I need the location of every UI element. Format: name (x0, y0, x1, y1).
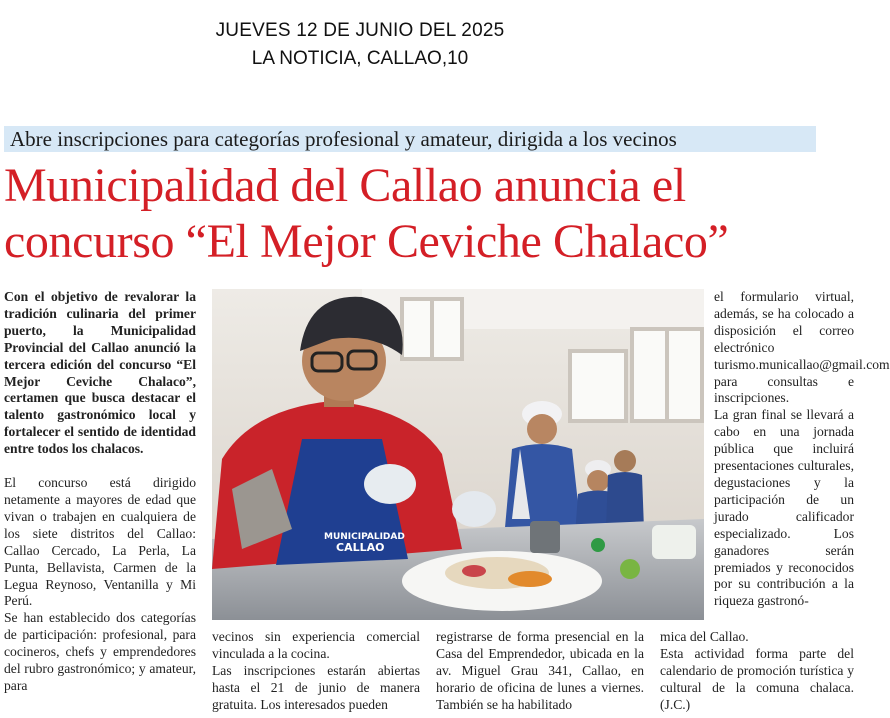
headline (4, 158, 860, 270)
body-paragraph: La gran final se llevará a cabo en una jornada pública que incluirá presentaciones culturales, degustaciones y la participación de un jurado calificador especializado. Los ganadores serán premiados y reconocidos por su contribución a la riqueza gastronó- (714, 407, 854, 609)
headline-line-2: concurso “El Mejor Ceviche Chalaco” (4, 215, 729, 268)
article-column-2 (212, 629, 420, 714)
publication-date: JUEVES 12 DE JUNIO DEL 2025 (215, 20, 505, 41)
body-paragraph: Se han establecido dos categorías de participación: profesional, para cocineros, chefs y emprendedores del rubro gastronómico; y amateur, para (4, 610, 196, 693)
kicker-text: Abre inscripciones para categorías profesional y amateur, dirigida a los vecinos (10, 127, 677, 151)
body-paragraph: El concurso está dirigido netamente a mayores de edad que vivan o trabajen en cualquiera de los siete distritos del Callao: Callao Cercado, La Perla, La Punta, Bellavista, Carmen de la Legua Reynoso, Ventanilla y Mi Perú. (4, 475, 196, 609)
window-left (402, 299, 462, 359)
article-column-4 (714, 289, 890, 610)
svg-text:CALLAO: CALLAO (336, 541, 385, 554)
apron-text: MUNICIPALIDAD (324, 532, 405, 542)
ceviche-plate (402, 551, 602, 611)
headline-line-1: Municipalidad del Callao anuncia el (4, 159, 686, 212)
publication-page: LA NOTICIA, CALLAO,10 (251, 48, 469, 69)
photo-illustration (212, 289, 704, 620)
body-paragraph: vecinos sin experiencia comercial vinculada a la cocina. (212, 629, 420, 661)
body-paragraph: Las inscripciones estarán abiertas hasta el 21 de junio de manera gratuita. Los interesados pueden (212, 662, 420, 712)
article-column-1 (4, 289, 196, 695)
lead-paragraph: Con el objetivo de revalorar la tradición culinaria del primer puerto, la Municipalidad Provincial del Callao anunció la tercera edición del concurso “El Mejor Ceviche Chalaco”, certamen que busca destacar el talento gastronómico local y fortalecer el sentido de identidad entre todos los chalacos. (4, 289, 196, 457)
body-paragraph: registrarse de forma presencial en la Casa del Emprendedor, ubicada en la av. Miguel Grau 341, Callao, en horario de oficina de lunes a viernes. También se ha habilitado (436, 629, 644, 712)
body-paragraph: mica del Callao. (660, 629, 749, 644)
article-column-3 (436, 629, 644, 714)
kicker-band (4, 126, 816, 152)
article-column-4-continuation (660, 629, 854, 714)
body-paragraph: el formulario virtual, además, se ha colocado a disposición el correo electrónico turismo.municallao@gmail.com para consultas e inscripciones. (714, 289, 890, 406)
article-photo (212, 289, 704, 620)
body-paragraph: Esta actividad forma parte del calendario de promoción turística y cultural de la comuna chalaca. (J.C.) (660, 645, 854, 712)
